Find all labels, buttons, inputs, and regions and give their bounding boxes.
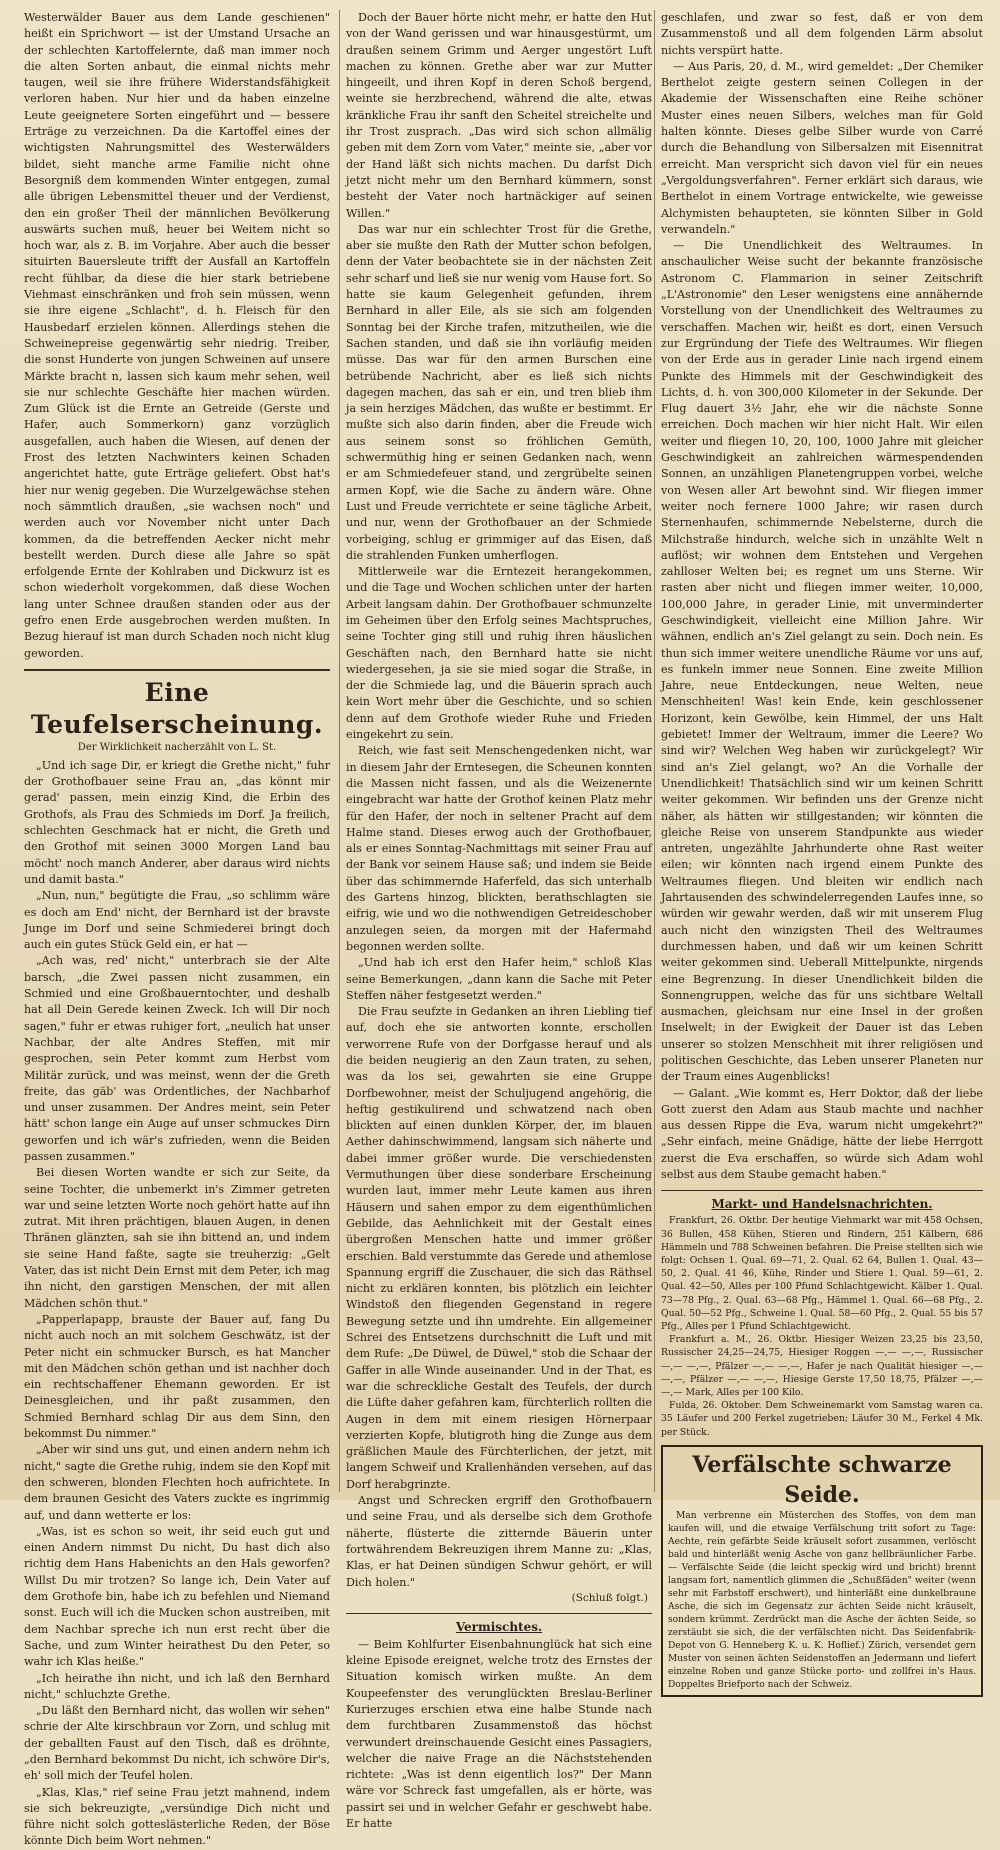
section-title-misc: Vermischtes. (455, 1619, 543, 1634)
misc-paragraph: — Galant. „Wie kommt es, Herr Doktor, daß der liebe Gott zuerst den Adam aus Staub machte und nachher aus dessen Rippe die Eva, warum nicht umgekehrt?" „Sehr einfach, meine Gnädige, hätte der liebe Herrgott zuerst die Eva erschaffen, so würde sich Adam wohl selbst aus dem Staube gemacht haben." (661, 1086, 983, 1182)
story-paragraph: Reich, wie fast seit Menschengedenken nicht, war in diesem Jahr der Erntesegen, die Scheunen konnten die Massen nicht fassen, und als die Weizenernte eingebracht war hatte der Grothof keinen Platz mehr für den Hafer, der noch in seltener Pracht auf dem Halme stand. Dieses erwog auch der Grothofbauer, als er eines Sonntag-Nachmittags mit seiner Frau auf der Bank vor seinem Hause saß; und indem sie Beide über das schimmernde Haferfeld, das sich unterhalb des Gartens hinzog, blickten, berathschlagten sie eifrig, wie und wo die nothwendigen Getreideschober anzulegen seien, da morgen mit der Hafermahd begonnen werden sollte. (346, 744, 652, 953)
ad-title: Verfälschte schwarze Seide. (692, 1451, 952, 1508)
article-text: Westerwälder Bauer aus dem Lande geschienen" heißt ein Sprichwort — ist der Umstand Ursache an der schlechten Kartoffelernte, daß man immer noch die alten Sorten anbaut, die einmal nichts mehr taugen, weil sie ihre frühere Widerstandsfähigkeit verloren haben. Nur hier und da haben einzelne Leute geeignetere Sorten eingeführt und — bessere Erträge zu verzeichnen. Da die Kartoffel eines der wichtigsten Nahrungsmittel des Westerwälders bildet, sieht manche arme Familie nicht ohne Besorgniß dem kommenden Winter entgegen, zumal alle übrigen Lebensmittel theuer und der Verdienst, den ein großer Theil der männlichen Bevölkerung auswärts suchen muß, heuer bei Weitem nicht so hoch war, als z. B. im Vorjahre. Aber auch die besser situirten Bauersleute trifft der Ausfall an Kartoffeln recht fühlbar, da diese die hier stark betriebene Viehmast einschränken und froh sein müssen, wenn sie ihre eigene „Schlacht", d. h. Fleisch für den Hausbedarf erzielen können. Allerdings stehen die Schweinepreise gegenwärtig sehr niedrig. Treiber, die sonst Hunderte von jungen Schweinen auf unsere Märkte bracht n, lassen sich kaum mehr sehen, weil sie nur schlechte Geschäfte hier machen würden. Zum Glück ist die Ernte an Getreide (Gerste und Hafer, auch Sommerkorn) ganz vorzüglich ausgefallen, auch haben die Wiesen, auf denen der Frost des letzten Nachwinters keinen Schaden angerichtet hatte, gute Erträge geliefert. Obst hat's hier nur wenig gegeben. Die Wurzelgewächse stehen noch sämmtlich draußen, „sie wachsen noch" und werden auch vor November nicht unter Dach kommen, da die betreffenden Aecker nicht mehr bestellt werden. Durch diese alle Jahre so spät erfolgende Ernte der Kohlraben und Dickwurz ist es schon wiederholt vorgekommen, daß diese Wochen lang unter Schnee draußen standen oder aus der gefro enen Erde ausgebrochen werden mußten. In Bezug hierauf ist man durch Schaden noch nicht klug geworden. (24, 11, 330, 660)
story-paragraph: Das war nur ein schlechter Trost für die Grethe, aber sie mußte den Rath der Mutter schon befolgen, denn der Vater beobachtete sie in der nächsten Zeit sehr scharf und ließ sie nur wenig vom Hause fort. So hatte sie kaum Gelegenheit gefunden, ihrem Bernhard in aller Eile, als sie sich am folgenden Sonntag bei der Kirche trafen, mitzutheilen, wie die Sachen standen, und daß sie ihn vorläufig meiden müsse. Das war für den armen Burschen eine betrübende Nachricht, aber es ließ sich nichts dagegen machen, das sah er ein, und tren blieb ihm ja sein herziges Mädchen, das wußte er bestimmt. Er mußte sich also darin finden, aber die Freude wich aus seinem sonst so fröhlichen Gemüth, schwermüthig hing er seinen Gedanken nach, wenn er am Schmiedefeuer stand, und zergrübelte seinen armen Kopf, wie die Sache zu ändern wäre. Ohne Lust und Freude verrichtete er seine tägliche Arbeit, und nur, wenn der Grothofbauer an der Schmiede vorbeiging, schlug er grimmiger auf das Eisen, daß die strahlenden Funken umherflogen. (346, 222, 652, 562)
market-paragraph: Frankfurt a. M., 26. Oktbr. Hiesiger Weizen 23,25 bis 23,50, Russischer 24,25—24,75, Hiesiger Roggen —,— —,—, Russischer —,— —,—, Pfälzer —,— —,—, Hafer je nach Qualität hiesiger —,— —,—, Pfälzer —,— —,—, Hiesige Gerste 17,50 18,75, Pfälzer —,— —,— Mark, Alles per 100 Kilo. (661, 1334, 983, 1399)
story-paragraph: „Was, ist es schon so weit, ihr seid euch gut und einen Andern nimmst Du nicht, Du hast dich also richtig dem Hans Habenichts an den Hals geworfen? Willst Du mir trotzen? So lange ich, Dein Vater auf dem Grothofe bin, habe ich zu befehlen und Niemand sonst. Euch will ich die Mucken schon austreiben, mit dem Nachbar spreche ich nun erst recht über die Sache, und zum Winter heirathest Du den Peter, so wahr ich Klas heiße." (24, 1524, 330, 1669)
divider (24, 669, 330, 671)
divider (661, 1190, 983, 1191)
story-paragraph: „Und hab ich erst den Hafer heim," schloß Klas seine Bemerkungen, „dann kann die Sache mit Peter Steffen näher festgesetzt werden." (346, 956, 652, 1002)
story-paragraph: „Ach was, red' nicht," unterbrach sie der Alte barsch, „die Zwei passen nicht zusammen, ein Schmied und eine Großbauerntochter, und deshalb hat all Dein Gerede keinen Zweck. Ich will Dir noch sagen," fuhr er etwas ruhiger fort, „neulich hat unser Nachbar, der alte Andres Steffen, mit mir gesprochen, sein Peter kommt zum Herbst vom Militär zurück, und was meinst, wenn der die Greth freite, das gäb' was Ordentliches, der Nachbarhof und unser zusammen. Der Andres meint, sein Peter hätt' schon lange ein Auge auf unser schmuckes Dirn geworfen und ich wär's zufrieden, wenn die Beiden passen zusammen." (24, 954, 330, 1163)
misc-paragraph: — Beim Kohlfurter Eisenbahnunglück hat sich eine kleine Episode ereignet, welche trotz des Ernstes der Situation komisch wirken mußte. An dem Koupeefenster des verunglückten Breslau-Berliner Kurierzuges erschien etwa eine halbe Stunde nach dem furchtbaren Zusammenstoß das höchst verwundert dreinschauende Gesicht eines Passagiers, welcher die naive Frage an die Nächststehenden richtete: „Was ist denn eigentlich los?" Der Mann wäre vor Schreck fast umgefallen, als er hörte, was passirt sei und in welcher Gefahr er geschwebt habe. Er hatte (346, 1637, 652, 1831)
misc-paragraph: geschlafen, und zwar so fest, daß er von dem Zusammenstoß und all dem folgenden Lärm absolut nichts verspürt hatte. (661, 11, 983, 57)
column-3 (654, 10, 983, 1690)
silk-advertisement (661, 1445, 983, 1697)
story-paragraph: Doch der Bauer hörte nicht mehr, er hatte den Hut von der Wand gerissen und war hinausgestürmt, um draußen seinem Grimm und Aerger ungestört Luft machen zu können. Grethe aber war zur Mutter hingeeilt, und ihren Kopf in deren Schoß bergend, weinte sie herzbrechend, während die alte, etwas kränkliche Frau ihr sanft den Scheitel streichelte und ihr Trost zusprach. „Das wird sich schon allmälig geben mit dem Zorn vom Vater," meinte sie, „aber vor der Hand läßt sich nichts machen. Du darfst Dich jetzt nicht mehr um den Bernhard kümmern, sonst besteht der Vater noch hartnäckiger auf seinen Willen." (346, 11, 652, 220)
column-2 (339, 10, 652, 1831)
market-section (661, 1197, 983, 1438)
column-1 (24, 10, 330, 1848)
section-title-market: Markt- und Handelsnachrichten. (711, 1197, 933, 1212)
story-paragraph: „Papperlapapp, brauste der Bauer auf, fang Du nicht auch noch an mit solchem Geschwätz, ist der Peter nicht ein schmucker Bursch, es hat Mancher mit den Mädchen schön gethan und ist nachher doch ein rechtschaffener Ehemann geworden. Er ist Deinesgleichen, und ihr paßt zusammen, den Schmied Bernhard schlag Dir aus dem Sinn, den bekommst Du nimmer." (24, 1312, 330, 1441)
market-paragraph: Frankfurt, 26. Oktbr. Der heutige Viehmarkt war mit 458 Ochsen, 36 Bullen, 458 Kühen, Stieren und Rindern, 251 Kälbern, 686 Hämmeln und 788 Schweinen befahren. Die Preise stellten sich wie folgt: Ochsen 1. Qual. 69—71, 2. Qual. 62 64, Bullen 1. Qual. 43—50, 2. Qual. 41 46, Kühe, Rinder und Stiere 1. Qual. 59—61, 2. Qual. 42—50, Alles per 100 Pfund Schlachtgewicht. Kälber 1. Qual. 73—78 Pfg., 2. Qual. 63—68 Pfg., Hämmel 1. Qual. 66—68 Pfg., 2. Qual. 50—52 Pfg., Schweine 1. Qual. 58—60 Pfg., 2. Qual. 55 bis 57 Pfg., Alles per 1 Pfund Schlachtgewicht. (661, 1215, 983, 1332)
story-byline: Der Wirklichkeit nacherzählt von L. St. (77, 741, 277, 753)
misc-paragraph: — Aus Paris, 20, d. M., wird gemeldet: „Der Chemiker Berthelot zeigte gestern seinen Collegen in der Akademie der Wissenschaften eine Reihe schöner Muster eines neuen Silbers, welches man für Gold halten könnte. Dieses gelbe Silber wurde von Carré durch die Behandlung von Silbersalzen mit Eisennitrat erreicht. Man verspricht sich davon viel für ein neues „Vergoldungsverfahren". Ferner erklärt sich daraus, wie Berthelot in einem Vortrage entwickelte, wie geweisse Alchymisten behaupteten, sie könnten Silber in Gold verwandeln." (661, 59, 983, 236)
story-paragraph: Bei diesen Worten wandte er sich zur Seite, da seine Tochter, die unbemerkt in's Zimmer getreten war und seine letzten Worte noch gehört hatte auf ihn zutrat. Mit ihren prächtigen, blauen Augen, in denen Thränen glänzten, sah sie ihn bittend an, und indem sie seine Hand faßte, sagte sie treuherzig: „Gelt Vater, das ist nicht Dein Ernst mit dem Peter, ich mag ihn nicht, den garstigen Menschen, der mit allen Mädchen schön thut." (24, 1166, 330, 1310)
story-paragraph: „Klas, Klas," rief seine Frau jetzt mahnend, indem sie sich bekreuzigte, „versündige Dich nicht und führe nicht solch gotteslästerliche Reden, der Böse könnte Dich beim Wort nehmen." (24, 1785, 330, 1848)
divider (346, 1613, 652, 1614)
story-paragraph: „Aber wir sind uns gut, und einen andern nehm ich nicht," sagte die Grethe ruhig, indem sie den Kopf mit den schweren, blonden Flechten hoch aufrichtete. In dem braunen Gesicht des Vaters zuckte es ingrimmig auf, und dann wetterte er los: (24, 1443, 330, 1522)
misc-paragraph: — Die Unendlichkeit des Weltraumes. In anschaulicher Weise sucht der bekannte französische Astronom C. Flammarion in seiner Zeitschrift „L'Astronomie" den Leser wenigstens eine annähernde Vorstellung von der Unendlichkeit des Weltraumes zu verschaffen. Machen wir, heißt es dort, einen Versuch zur Ergründung der Tiefe des Weltraumes. Wir fliegen von der Erde aus in gerader Linie nach irgend einem Punkte des Himmels mit der Geschwindigkeit des Lichts, d. h. von 300,000 Kilometer in der Sekunde. Der Flug dauert 3½ Jahr, ehe wir die nächste Sonne erreichen. Doch machen wir hier nicht Halt. Wir eilen weiter und fliegen 10, 20, 100, 1000 Jahre mit gleicher Geschwindigkeit an zahlreichen wärmespendenden Sonnen, an unzähligen Planetengruppen vorbei, welche von Wesen aller Art bewohnt sind. Wir fliegen immer weiter noch fernere 1000 Jahre; wir rasen durch Sternenhaufen, schimmernde Nebelsterne, durch die Milchstraße hindurch, welche sich in unzählte Welt n auflöst; wir wohnen dem Entstehen und Vergehen zahlloser Welten bei; es regnet um uns Sterne. Wir rasten aber nicht und fliegen immer weiter, 10,000, 100,000 Jahre, in gerader Linie, mit unverminderter Geschwindigkeit, vielleicht eine Million Jahre. Wir wähnen, endlich an's Ziel gelangt zu sein. Doch nein. Es thun sich immer weitere unendliche Räume vor uns auf, es funkeln immer neue Sonnen. Eine zweite Million Jahre, neue Entdeckungen, neue Welten, neue Menschheiten! Was! kein Ende, kein geschlossener Horizont, kein Gewölbe, kein Himmel, der uns Halt gebietet! Immer der Weltraum, immer die Leere? Wo sind wir? Welchen Weg haben wir zurückgelegt? Wir sind an's Ziel gelangt, wo? An die Vorhalle der Unendlichkeit! Thatsächlich sind wir um keinen Schritt weiter gekommen. Wir befinden uns der Grenze nicht näher, als hätten wir stillgestanden; wir könnten die gleiche Reise von unserem Standpunkte aus wieder antreten, ungezählte Jahrhunderte ohne Rast weiter eilen; wir könnten nach irgend einem Punkte des Weltraumes fliegen. Und bleiten wir endlich nach Jahrtausenden des schwindelerregenden Laufes inne, so würden wir gewahr werden, daß wir mit unserem Flug auch nicht den winzigsten Theil des Weltraumes durchmessen haben, und daß wir um keinen Schritt weiter gekommen sind. Ueberall Mittelpunkte, nirgends eine Begrenzung. In dieser Unendlichkeit bilden die Sonnengruppen, welche das für uns sichtbare Weltall ausmachen, gleichsam nur eine Insel in der großen Inselwelt; in der Ewigkeit der Dauer ist das Leben unserer so stolzen Menschheit mit ihrer religiösen und politischen Geschichte, das Leben unserer Planeten nur der Traum eines Augenblicks! (661, 239, 983, 1084)
story-title: Eine Teufelserscheinung. (30, 677, 324, 739)
story-paragraph: „Du läßt den Bernhard nicht, das wollen wir sehen" schrie der Alte kirschbraun vor Zorn, und schlug mit der geballten Faust auf den Tisch, daß es dröhnte, „den Bernhard bekommst Du nicht, ich schwöre Dir's, eh' soll mich der Teufel holen. (24, 1704, 330, 1783)
story-paragraph: Die Frau seufzte in Gedanken an ihren Liebling tief auf, doch ehe sie antworten konnte, erschollen verworrene Rufe von der Dorfgasse herauf und als die beiden neugierig an den Zaun traten, zu sehen, was da los sei, gewahrten sie eine Gruppe Dorfbewohner, meist der Schuljugend angehörig, die heftig gestikulirend und schwatzend nach oben blickten auf einen dunklen Körper, der, im blauen Aether dahinschwimmend, langsam sich näherte und dabei immer größer wurde. Die verschiedensten Vermuthungen über diese sonderbare Erscheinung wurden laut, immer mehr Leute kamen aus ihren Häusern und sahen empor zu dem eigenthümlichen Gebilde, das Aehnlichkeit mit der Gestalt eines übergroßen Menschen hatte und immer größer erschien. Bald verstummte das Gerede und athemlose Spannung ergriff die Zuschauer, die sich das Räthsel nicht zu erklären konnten, bis plötzlich ein leichter Windstoß den fliegenden Gegenstand in regere Bewegung setzte und ihn umdrehte. Ein allgemeiner Schrei des Entsetzens durchschnitt die Luft und mit dem Rufe: „De Düwel, de Düwel," stob die Schaar der Gaffer in alle Winde auseinander. Und in der That, es war die schreckliche Gestalt des Teufels, der durch die Lüfte daher gefahren kam, fürchterlich rollten die Augen in dem mit einem riesigen Hörnerpaar verzierten Kopfe, blutigroth hing die Zunge aus dem gräßlichen Maule des Fürchterlichen, der jetzt, mit langem Schweif und Krallenhänden versehen, auf das Dorf herabgrinzte. (346, 1005, 652, 1491)
story-paragraph: Angst und Schrecken ergriff den Grothofbauern und seine Frau, und als derselbe sich dem Grothofe näherte, flüsterte die zitternde Bäuerin unter fortwährendem Bekreuzigen ihrem Manne zu: „Klas, Klas, er hat Deinen sündigen Schwur gehört, er will Dich holen." (346, 1494, 652, 1589)
story-paragraph: „Und ich sage Dir, er kriegt die Grethe nicht," fuhr der Grothofbauer seine Frau an, „das könnt mir gerad' passen, mein einzig Kind, die Erbin des Grothofs, als Frau des Schmieds im Dorf. Ja freilich, schlechten Geschmack hat er nicht, die Greth und den Grothof mit seinen 3000 Morgen Land bau möcht' noch manch Anderer, aber daraus wird nichts und damit basta." (24, 758, 330, 886)
continued-note: (Schluß folgt.) (571, 1591, 648, 1604)
story-paragraph: Mittlerweile war die Erntezeit herangekommen, und die Tage und Wochen schlichen unter der harten Arbeit langsam dahin. Der Grothofbauer schmunzelte im Geheimen über den Erfolg seines Machtspruches, seine Tochter ging still und ruhig ihren häuslichen Geschäften nach, den Bernhard hatte sie nicht wiedergesehen, ja sie sie mied sogar die Straße, in der die Schmiede lag, und die Bäuerin sprach auch kein Wort mehr über die Geschichte, und so schien denn auf dem Grothofe wieder Ruhe und Frieden eingekehrt zu sein. (346, 565, 652, 742)
story-paragraph: „Nun, nun," begütigte die Frau, „so schlimm wäre es doch am End' nicht, der Bernhard ist der bravste Junge im Dorf und seine Schmiederei bringt doch auch ein gutes Stück Geld ein, er hat — (24, 889, 330, 952)
ad-text: Man verbrenne ein Müsterchen des Stoffes, von dem man kaufen will, und die etwaige Verfälschung tritt sofort zu Tage: Aechte, rein gefärbte Seide kräuselt sofort zusammen, verlöscht bald und hinterläßt wenig Asche von ganz hellbräunlicher Farbe. — Verfälschte Seide (die leicht speckig wird und bricht) brennt langsam fort, namentlich glimmen die „Schußfäden" weiter (wenn sehr mit Farbstoff erschwert), und hinterläßt eine dunkelbraune Asche, die sich im Gegensatz zur ächten Seide nicht kräuselt, sondern krümmt. Zerdrückt man die Asche der ächten Seide, so zerstäubt sie sich, die der verfälschten nicht. Das Seidenfabrik-Depot von G. Henneberg K. u. K. Hoflief.) Zürich, versendet gern Muster von seinen ächten Seidenstoffen an Jedermann und liefert einzelne Roben und ganze Stücke porto- und zollfrei in's Haus. Doppeltes Briefporto nach der Schweiz. (668, 1510, 976, 1690)
market-paragraph: Fulda, 26. Oktober. Dem Schweinemarkt vom Samstag waren ca. 35 Läufer und 200 Ferkel zugetrieben; Läufer 30 M., Ferkel 4 Mk. per Stück. (661, 1400, 983, 1438)
story-paragraph: „Ich heirathe ihn nicht, und ich laß den Bernhard nicht," schluchzte Grethe. (24, 1671, 330, 1701)
